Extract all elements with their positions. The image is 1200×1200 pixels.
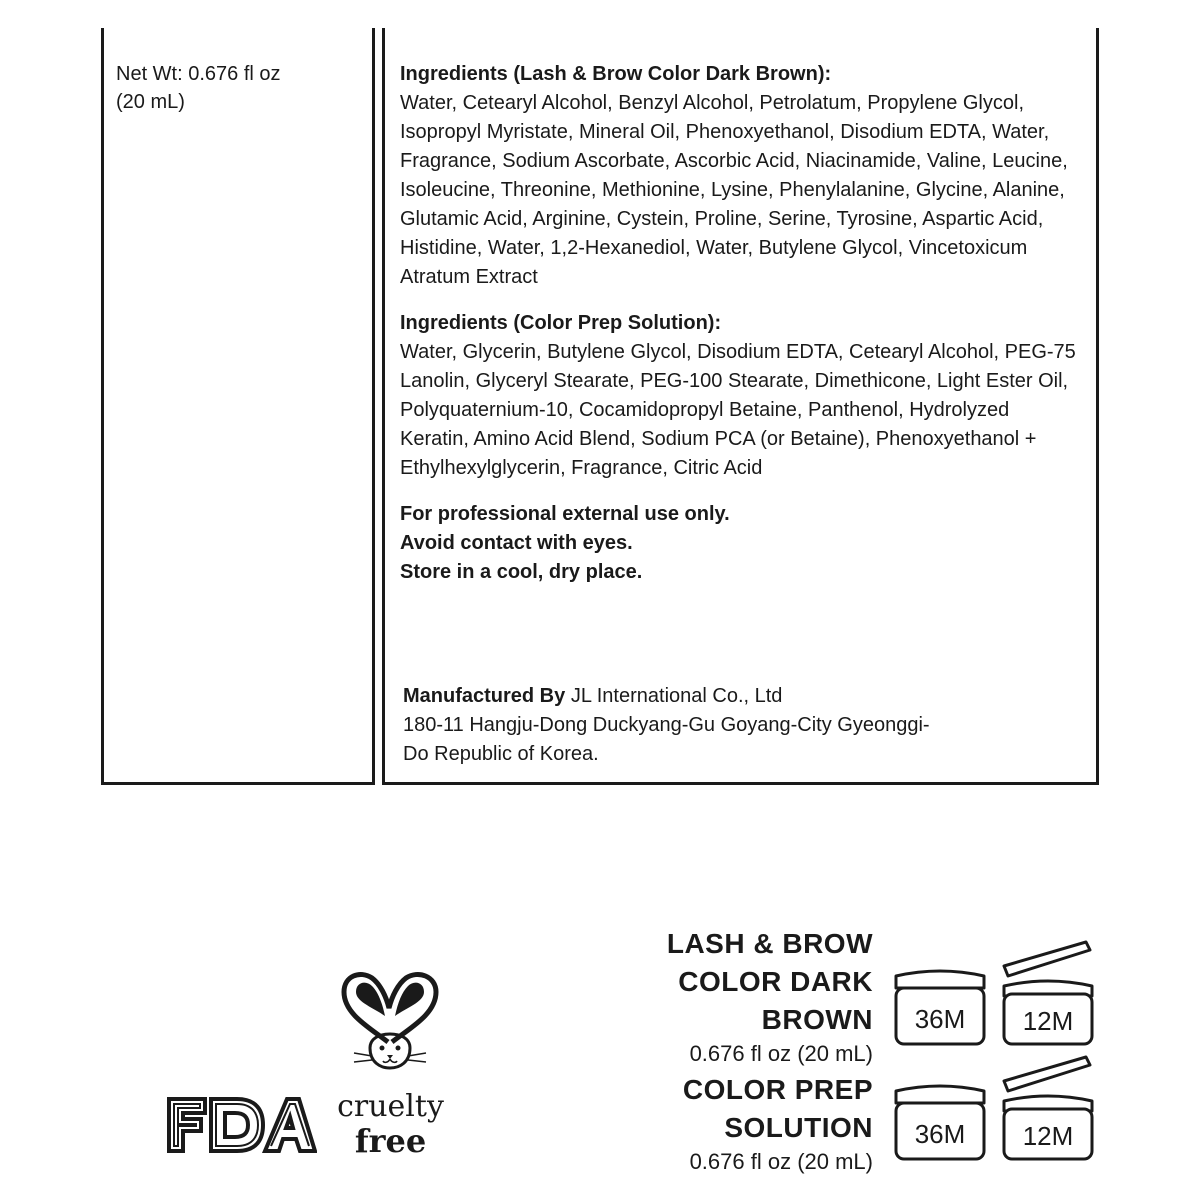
manufacturer-info bbox=[403, 682, 1043, 769]
table-left-border bbox=[101, 28, 104, 785]
product-name-line3: BROWN bbox=[761, 1004, 873, 1035]
manufacturer-address-line2: Do Republic of Korea. bbox=[403, 743, 599, 765]
table-bottom-border-right bbox=[382, 782, 1099, 785]
warnings bbox=[400, 500, 1080, 587]
product-name-line1: LASH & BROW bbox=[666, 928, 873, 959]
net-weight-line2: (20 mL) bbox=[116, 91, 185, 113]
product-color-prep bbox=[683, 1071, 873, 1177]
closed-jar-icon bbox=[890, 1083, 990, 1163]
closed-jar-icon bbox=[890, 968, 990, 1048]
manufacturer-company: JL International Co., Ltd bbox=[570, 685, 783, 707]
shelf-life-label: 36M bbox=[914, 1119, 966, 1149]
product-size: 0.676 fl oz (20 mL) bbox=[689, 1149, 873, 1174]
pao-label: 12M bbox=[1022, 1121, 1074, 1151]
product-name-line2: COLOR DARK bbox=[678, 966, 873, 997]
cruelty-free-line2: free bbox=[354, 1122, 427, 1160]
cruelty-free-line1: cruelty bbox=[337, 1089, 444, 1124]
ingredients-lash-brow-text: Water, Cetearyl Alcohol, Benzyl Alcohol, Petrolatum, Propylene Glycol, Isopropyl Myristate, Mineral Oil, Phenoxyethanol, Disodium EDTA, Water, Fragrance, Sodium Ascorbate, Ascorbic Acid, Niacinamide, Valine, Leucine, Isoleucine, Threonine, Methionine, Lysine, Phenylalanine, Glycine, Alanine, Glutamic Acid, Arginine, Cystein, Proline, Serine, Tyrosine, Aspartic Acid, Histidine, Water, 1,2-Hexanediol, Water, Butylene Glycol, Vincetoxicum Atratum Extract bbox=[400, 92, 1068, 288]
shelf-life-label: 36M bbox=[914, 1004, 966, 1034]
open-jar-icon bbox=[998, 938, 1102, 1048]
pao-label: 12M bbox=[1022, 1006, 1074, 1036]
table-right-border bbox=[1096, 28, 1099, 785]
ingredients-prep-heading: Ingredients (Color Prep Solution): bbox=[400, 312, 722, 334]
table-bottom-border-left bbox=[101, 782, 375, 785]
warning-line1: For professional external use only. bbox=[400, 503, 730, 525]
product-name-line2: SOLUTION bbox=[724, 1112, 873, 1143]
fda-logo-icon bbox=[165, 1095, 317, 1155]
ingredients-lash-brow-heading: Ingredients (Lash & Brow Color Dark Brown): bbox=[400, 63, 832, 85]
bunny-heart-icon bbox=[330, 968, 450, 1090]
product-name-line1: COLOR PREP bbox=[682, 1074, 873, 1105]
cruelty-free-logo bbox=[333, 1090, 448, 1158]
table-divider-right bbox=[382, 28, 385, 785]
manufacturer-address-line1: 180-11 Hangju-Dong Duckyang-Gu Goyang-City Gyeonggi- bbox=[403, 714, 930, 736]
table-divider-left bbox=[372, 28, 375, 785]
net-weight-line1: Net Wt: 0.676 fl oz bbox=[116, 63, 281, 85]
product-size: 0.676 fl oz (20 mL) bbox=[689, 1041, 873, 1066]
warning-line2: Avoid contact with eyes. bbox=[400, 532, 633, 554]
warning-line3: Store in a cool, dry place. bbox=[400, 561, 643, 583]
ingredients-prep-text: Water, Glycerin, Butylene Glycol, Disodium EDTA, Cetearyl Alcohol, PEG-75 Lanolin, Glyceryl Stearate, PEG-100 Stearate, Dimethicone, Light Ester Oil, Polyquaternium-10, Cocamidopropyl Betaine, Panthenol, Hydrolyzed Keratin, Amino Acid Blend, Sodium PCA (or Betaine), Phenoxyethanol + Ethylhexylglycerin, Fragrance, Citric Acid bbox=[400, 341, 1076, 479]
ingredients-lash-brow-block bbox=[400, 60, 1080, 292]
ingredients-panel bbox=[400, 60, 1080, 587]
ingredients-prep-block bbox=[400, 309, 1080, 483]
net-weight bbox=[116, 60, 281, 116]
product-lash-brow bbox=[667, 925, 873, 1069]
open-jar-icon bbox=[998, 1053, 1102, 1163]
manufacturer-label: Manufactured By bbox=[403, 685, 566, 707]
